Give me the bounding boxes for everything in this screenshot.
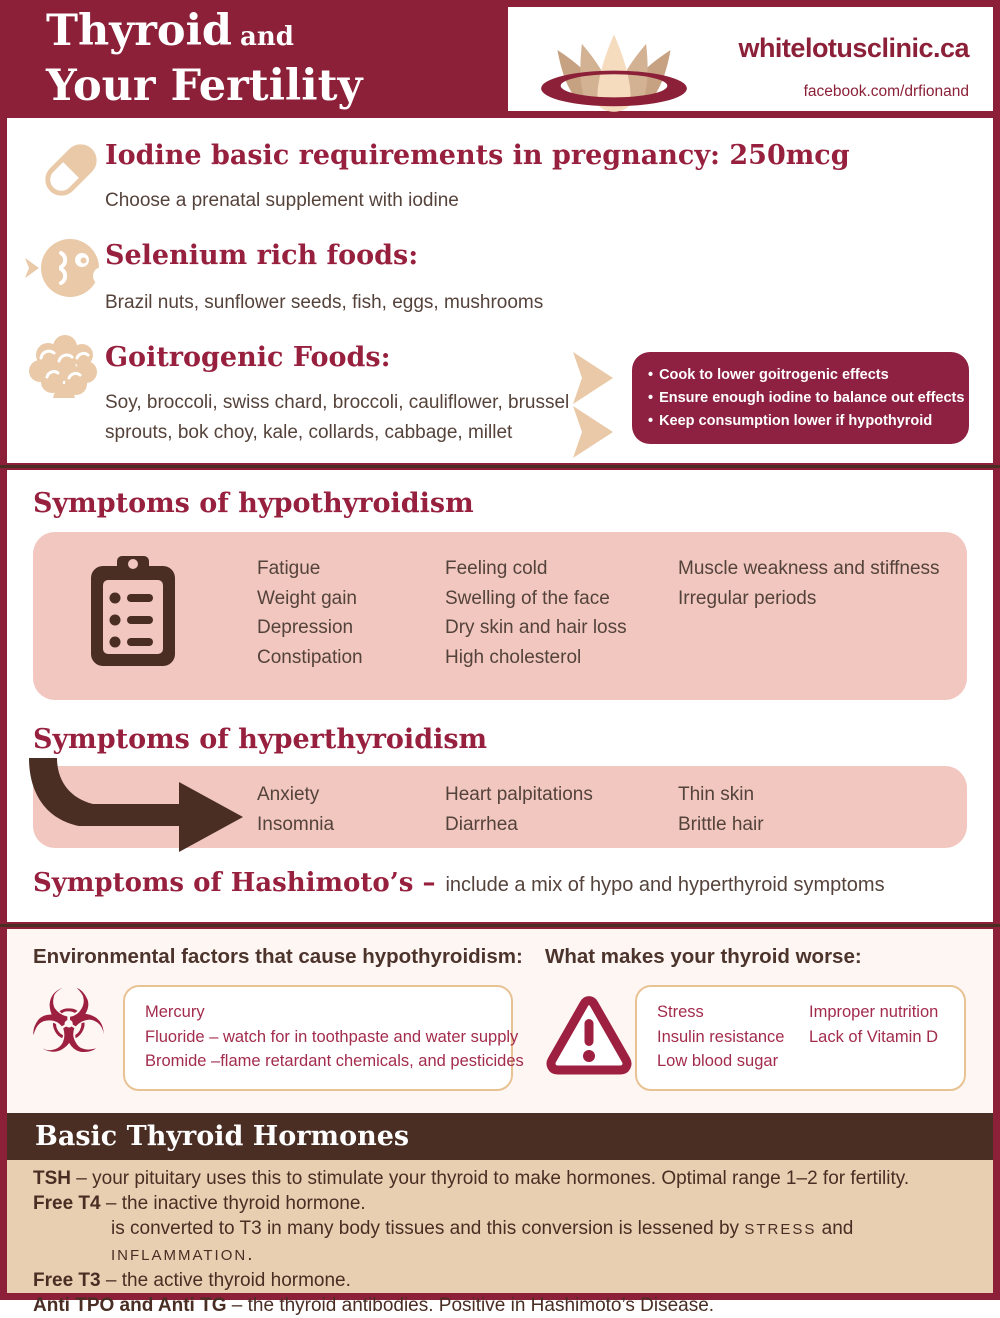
bullet-icon: • <box>648 390 654 406</box>
worse-item: Lack of Vitamin D <box>809 1027 939 1046</box>
facebook-url: facebook.com/drfionand <box>803 83 969 100</box>
symptom-item: Brittle hair <box>678 813 764 835</box>
symptom-item: Feeling cold <box>445 558 548 579</box>
hypo-symptoms-col1 <box>257 554 363 672</box>
fish-icon <box>25 236 105 300</box>
hormones-bar <box>7 1113 993 1160</box>
worse-box <box>635 985 966 1091</box>
curved-arrow-icon <box>29 758 245 854</box>
bullet-icon: • <box>648 367 654 383</box>
worse-title: What makes your thyroid worse: <box>545 945 862 968</box>
t4-continued-line: is converted to T3 in many body tissues and this conversion is lessened by STRESS and INFLAMMATION. <box>111 1218 854 1265</box>
logo-box <box>508 7 993 111</box>
symptom-item: Irregular periods <box>678 587 817 609</box>
stress-smallcaps: STRESS <box>744 1221 817 1238</box>
tsh-line: TSH – your pituitary uses this to stimulate your thyroid to make hormones. Optimal range 1–2 for fertility. <box>33 1168 910 1189</box>
hypo-symptoms-col3 <box>678 554 940 613</box>
clipboard-checklist-icon <box>87 552 179 670</box>
symptom-item: Swelling of the face <box>445 587 610 609</box>
symptom-item: Depression <box>257 617 354 638</box>
lotus-logo-icon <box>526 12 702 108</box>
hypothyroidism-title: Symptoms of hypothyroidism <box>33 488 474 519</box>
tsh-label: TSH <box>33 1168 71 1189</box>
website-url: whitelotusclinic.ca <box>738 33 969 63</box>
t3-line: Free T3 – the active thyroid hormone. <box>33 1270 351 1291</box>
worse-col1 <box>657 1000 784 1074</box>
goitrogenic-body-line1: Soy, broccoli, swiss chard, broccoli, cauliflower, brussel <box>105 392 570 413</box>
hashimoto-note: include a mix of hypo and hyperthyroid symptoms <box>445 874 885 896</box>
symptom-item: Fatigue <box>257 558 321 579</box>
symptom-item: Constipation <box>257 646 363 668</box>
t4-label: Free T4 <box>33 1193 101 1214</box>
header <box>0 0 1000 118</box>
warning-triangle-icon <box>547 995 631 1073</box>
environment-box <box>123 985 524 1091</box>
goitrogenic-tips-box <box>632 352 969 444</box>
section-divider <box>0 465 1000 468</box>
bullet-icon: • <box>648 413 654 429</box>
worse-item: Stress <box>657 1003 704 1021</box>
worse-col2 <box>809 1000 938 1049</box>
hyper-symptoms-col3 <box>678 780 764 839</box>
symptom-item: Dry skin and hair loss <box>445 617 627 638</box>
hyper-symptoms-col1 <box>257 780 334 839</box>
symptom-item: Heart palpitations <box>445 784 593 805</box>
anti-line: Anti TPO and Anti TG – the thyroid antibodies. Positive in Hashimoto’s Disease. <box>33 1295 715 1316</box>
hyperthyroidism-title: Symptoms of hyperthyroidism <box>33 724 488 755</box>
symptom-item: Diarrhea <box>445 813 518 835</box>
hypo-symptoms-col2 <box>445 554 627 672</box>
chevron-right-icon <box>573 352 613 404</box>
goitrogenic-body-line2: sprouts, bok choy, kale, collards, cabbage, millet <box>105 422 513 443</box>
page-title <box>46 8 362 109</box>
biohazard-icon: ☣ <box>29 970 108 1073</box>
symptom-item: Thin skin <box>678 784 755 805</box>
hormones-bar-title: Basic Thyroid Hormones <box>35 1121 410 1152</box>
t3-label: Free T3 <box>33 1270 101 1291</box>
environment-item: Bromide –flame retardant chemicals, and pesticides <box>145 1052 524 1070</box>
environment-title: Environmental factors that cause hypothyroidism: <box>33 945 523 968</box>
worse-item: Improper nutrition <box>809 1003 939 1021</box>
hashimoto-row <box>33 868 885 898</box>
hormones-legend <box>7 1160 993 1316</box>
nutrition-section <box>7 118 993 463</box>
worse-item: Low blood sugar <box>657 1052 779 1070</box>
hashimoto-title: Symptoms of Hashimoto’s – <box>33 868 436 898</box>
goitrogenic-title: Goitrogenic Foods: <box>105 342 391 373</box>
selenium-body: Brazil nuts, sunflower seeds, fish, eggs, mushrooms <box>105 292 544 313</box>
tip-item: • Ensure enough iodine to balance out effects <box>648 390 965 406</box>
goitrogenic-body <box>105 388 569 448</box>
tip-item: • Keep consumption lower if hypothyroid <box>648 413 933 429</box>
chevron-right-icon <box>573 406 613 458</box>
hormones-text <box>33 1166 983 1318</box>
inflammation-smallcaps: INFLAMMATION <box>111 1247 248 1264</box>
broccoli-icon <box>27 334 101 400</box>
symptom-item: High cholesterol <box>445 646 582 668</box>
title-line1 <box>46 8 362 63</box>
title-line2: Your Fertility <box>46 61 363 111</box>
iodine-title: Iodine basic requirements in pregnancy: 250mcg <box>105 140 850 171</box>
title-thyroid: Thyroid <box>46 6 232 56</box>
hyper-symptoms-col2 <box>445 780 593 839</box>
anti-label: Anti TPO and Anti TG <box>33 1295 227 1316</box>
worse-item: Insulin resistance <box>657 1027 785 1046</box>
symptom-item: Weight gain <box>257 587 357 609</box>
environment-section <box>7 929 993 1113</box>
symptom-item: Anxiety <box>257 784 320 805</box>
t4-line: Free T4 – the inactive thyroid hormone. <box>33 1193 366 1214</box>
pill-icon <box>37 136 105 204</box>
title-and: and <box>239 22 294 52</box>
symptom-item: Muscle weakness and stiffness <box>678 558 940 579</box>
environment-item: Fluoride – watch for in toothpaste and water supply <box>145 1027 519 1046</box>
tip-item: • Cook to lower goitrogenic effects <box>648 367 889 383</box>
iodine-body: Choose a prenatal supplement with iodine <box>105 190 459 211</box>
selenium-title: Selenium rich foods: <box>105 240 419 271</box>
environment-item: Mercury <box>145 1003 205 1021</box>
symptoms-section <box>7 470 993 922</box>
section-divider <box>0 924 1000 927</box>
symptom-item: Insomnia <box>257 813 335 835</box>
